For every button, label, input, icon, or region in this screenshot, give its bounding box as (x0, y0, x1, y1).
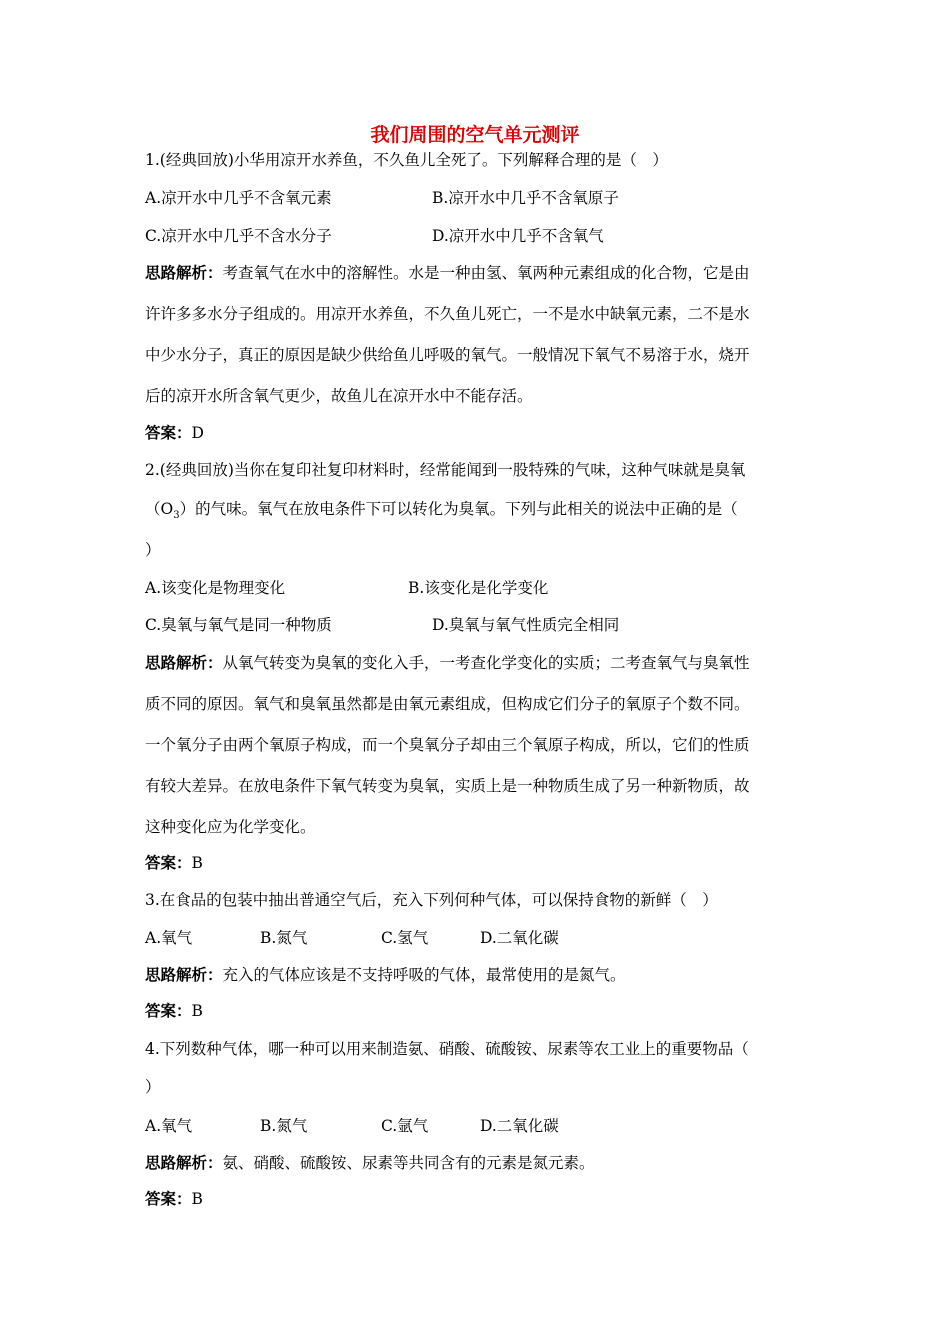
q2-stem-2b: ）的气味。氧气在放电条件下可以转化为臭氧。下列与此相关的说法中正确的是（ (179, 500, 738, 518)
q2-stem-line-1: 2.(经典回放)当你在复印社复印材料时，经常能闻到一股特殊的气味，这种气味就是臭氧 (145, 461, 746, 479)
q2-analysis-label: 思路解析： (145, 653, 223, 672)
q1-option-a: A.凉开水中几乎不含氧元素 (145, 189, 332, 207)
q2-answer-value: B (191, 854, 203, 872)
q4-option-d: D.二氧化碳 (480, 1117, 559, 1135)
q2-stem-line-3: ） (145, 541, 161, 559)
q4-answer-label: 答案： (145, 1189, 192, 1208)
q1-answer-value: D (191, 424, 204, 442)
q1-answer-label: 答案： (145, 423, 192, 442)
q3-option-b: B.氮气 (260, 929, 308, 947)
q4-analysis (145, 1151, 810, 1175)
q1-analysis-line-3: 中少水分子，真正的原因是缺少供给鱼儿呼吸的氧气。一般情况下氧气不易溶于水，烧开 (145, 346, 750, 364)
q3-option-d: D.二氧化碳 (480, 929, 559, 947)
q2-answer-label: 答案： (145, 853, 192, 872)
q2-option-c: C.臭氧与氧气是同一种物质 (145, 616, 332, 634)
q2-stem-subscript: 3 (173, 510, 180, 522)
document-title: 我们周围的空气单元测评 (370, 124, 580, 146)
q4-analysis-text: 氨、硝酸、硫酸铵、尿素等共同含有的元素是氮元素。 (222, 1154, 595, 1172)
q4-option-a: A.氧气 (145, 1117, 193, 1135)
q4-stem-line-1: 4.下列数种气体，哪一种可以用来制造氨、硝酸、硫酸铵、尿素等农工业上的重要物品（ (145, 1040, 749, 1058)
q2-option-d: D.臭氧与氧气性质完全相同 (432, 616, 620, 634)
q1-analysis-text-1: 考查氧气在水中的溶解性。水是一种由氢、氧两种元素组成的化合物，它是由 (222, 264, 750, 282)
q4-option-b: B.氮气 (260, 1117, 308, 1135)
q1-analysis-line-4: 后的凉开水所含氧气更少，故鱼儿在凉开水中不能存活。 (145, 387, 533, 405)
q1-option-c: C.凉开水中几乎不含水分子 (145, 227, 332, 245)
q3-stem: 3.在食品的包装中抽出普通空气后，充入下列何种气体，可以保持食物的新鲜（ ） (145, 891, 718, 909)
q1-analysis-label: 思路解析： (145, 263, 223, 282)
q4-option-c: C.氩气 (381, 1117, 429, 1135)
q3-answer-label: 答案： (145, 1001, 192, 1020)
q1-option-b: B.凉开水中几乎不含氧原子 (432, 189, 619, 207)
q1-answer (145, 421, 810, 445)
q3-answer (145, 999, 810, 1023)
q3-option-c: C.氢气 (381, 929, 429, 947)
q1-stem: 1.(经典回放)小华用凉开水养鱼，不久鱼儿全死了。下列解释合理的是（ ） (145, 151, 668, 169)
q2-answer (145, 851, 810, 875)
q3-answer-value: B (191, 1002, 203, 1020)
q3-analysis-label: 思路解析： (145, 965, 223, 984)
q2-analysis-line-3: 一个氧分子由两个氧原子构成，而一个臭氧分子却由三个氧原子构成，所以，它们的性质 (145, 736, 750, 754)
q3-analysis-text: 充入的气体应该是不支持呼吸的气体，最常使用的是氮气。 (222, 966, 626, 984)
q2-analysis-text-1: 从氧气转变为臭氧的变化入手，一考查化学变化的实质；二考查氧气与臭氧性 (222, 654, 750, 672)
q3-analysis (145, 963, 810, 987)
q2-stem-2a: （O (145, 500, 174, 518)
q4-answer-value: B (191, 1190, 203, 1208)
q1-analysis-line-2: 许许多多水分子组成的。用凉开水养鱼，不久鱼儿死亡，一不是水中缺氧元素，二不是水 (145, 305, 750, 323)
q3-option-a: A.氧气 (145, 929, 193, 947)
q2-analysis-line-1 (145, 651, 810, 675)
q1-option-d: D.凉开水中几乎不含氧气 (432, 227, 604, 245)
q4-analysis-label: 思路解析： (145, 1153, 223, 1172)
q1-analysis-line-1 (145, 261, 810, 285)
q4-answer (145, 1187, 810, 1211)
q2-analysis-line-4: 有较大差异。在放电条件下氧气转变为臭氧，实质上是一种物质生成了另一种新物质，故 (145, 777, 750, 795)
q2-analysis-line-2: 质不同的原因。氧气和臭氧虽然都是由氧元素组成，但构成它们分子的氧原子个数不同。 (145, 695, 750, 713)
q2-analysis-line-5: 这种变化应为化学变化。 (145, 818, 316, 836)
q2-option-a: A.该变化是物理变化 (145, 579, 286, 597)
q4-stem-line-2: ） (145, 1078, 161, 1096)
q2-option-b: B.该变化是化学变化 (408, 579, 549, 597)
q2-stem-line-2 (145, 497, 810, 521)
